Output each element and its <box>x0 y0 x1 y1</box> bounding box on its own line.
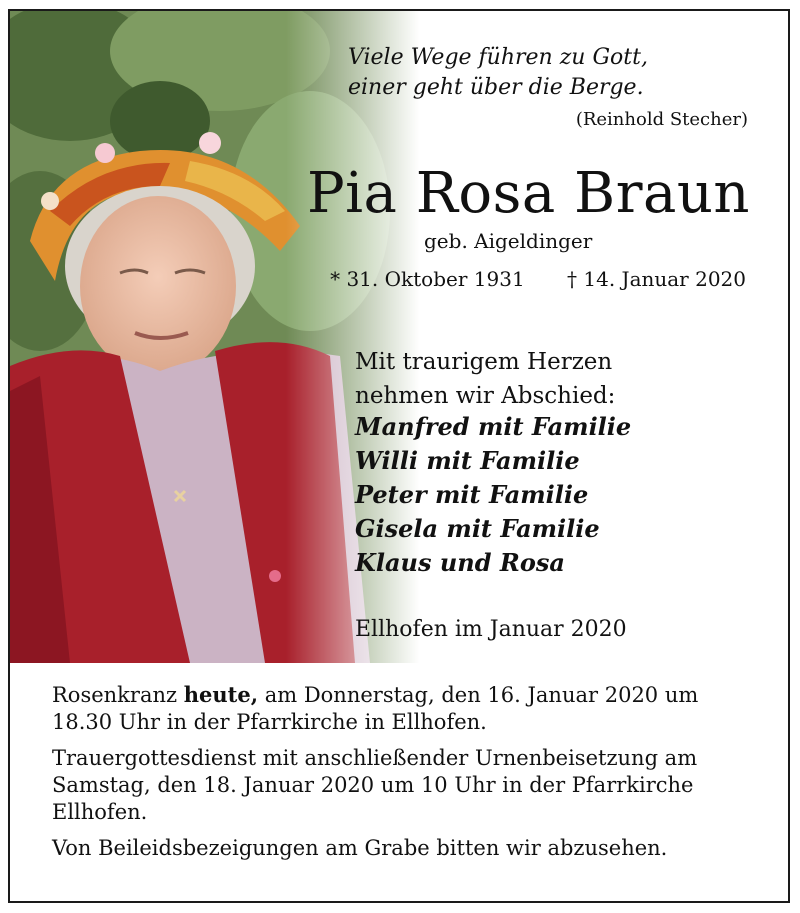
quote-line-2: einer geht über die Berge. <box>348 75 644 100</box>
rosary-notice <box>52 681 752 736</box>
condolences-notice: Von Beileidsbezeigungen am Grabe bitten wir abzusehen. <box>52 836 668 860</box>
mourning-text <box>355 345 615 413</box>
rosary-today: heute, <box>183 682 259 707</box>
death-date: † 14. Januar 2020 <box>567 267 746 291</box>
mourning-line-1: Mit traurigem Herzen <box>355 349 613 375</box>
epigraph-quote <box>348 43 748 135</box>
deceased-name: Pia Rosa Braun <box>306 161 750 226</box>
birth-date: * 31. Oktober 1931 <box>330 267 525 291</box>
obituary-frame <box>8 9 790 903</box>
family-list <box>355 410 631 580</box>
funeral-service-notice: Trauergottesdienst mit anschließender Urnenbeisetzung am Samstag, den 18. Januar 2020 um 10 Uhr in der Pfarrkirche Ellhofen. <box>52 746 698 824</box>
maiden-name: geb. Aigeldinger <box>424 229 593 253</box>
life-dates <box>330 267 746 291</box>
quote-line-1: Viele Wege führen zu Gott, <box>348 45 648 70</box>
family-member: Peter mit Familie <box>355 480 589 509</box>
family-member: Willi mit Familie <box>355 446 580 475</box>
service-notices <box>52 681 752 871</box>
quote-author: (Reinhold Stecher) <box>575 109 748 130</box>
family-member: Manfred mit Familie <box>355 412 632 441</box>
mourning-line-2: nehmen wir Abschied: <box>355 383 616 409</box>
family-member: Klaus und Rosa <box>355 548 565 577</box>
rosary-details: am Donnerstag, den 16. Januar 2020 um 18.30 Uhr in der Pfarrkirche in Ellhofen. <box>52 683 699 734</box>
family-member: Gisela mit Familie <box>355 514 600 543</box>
rosary-prefix: Rosenkranz <box>52 683 178 707</box>
place-date: Ellhofen im Januar 2020 <box>355 617 627 642</box>
